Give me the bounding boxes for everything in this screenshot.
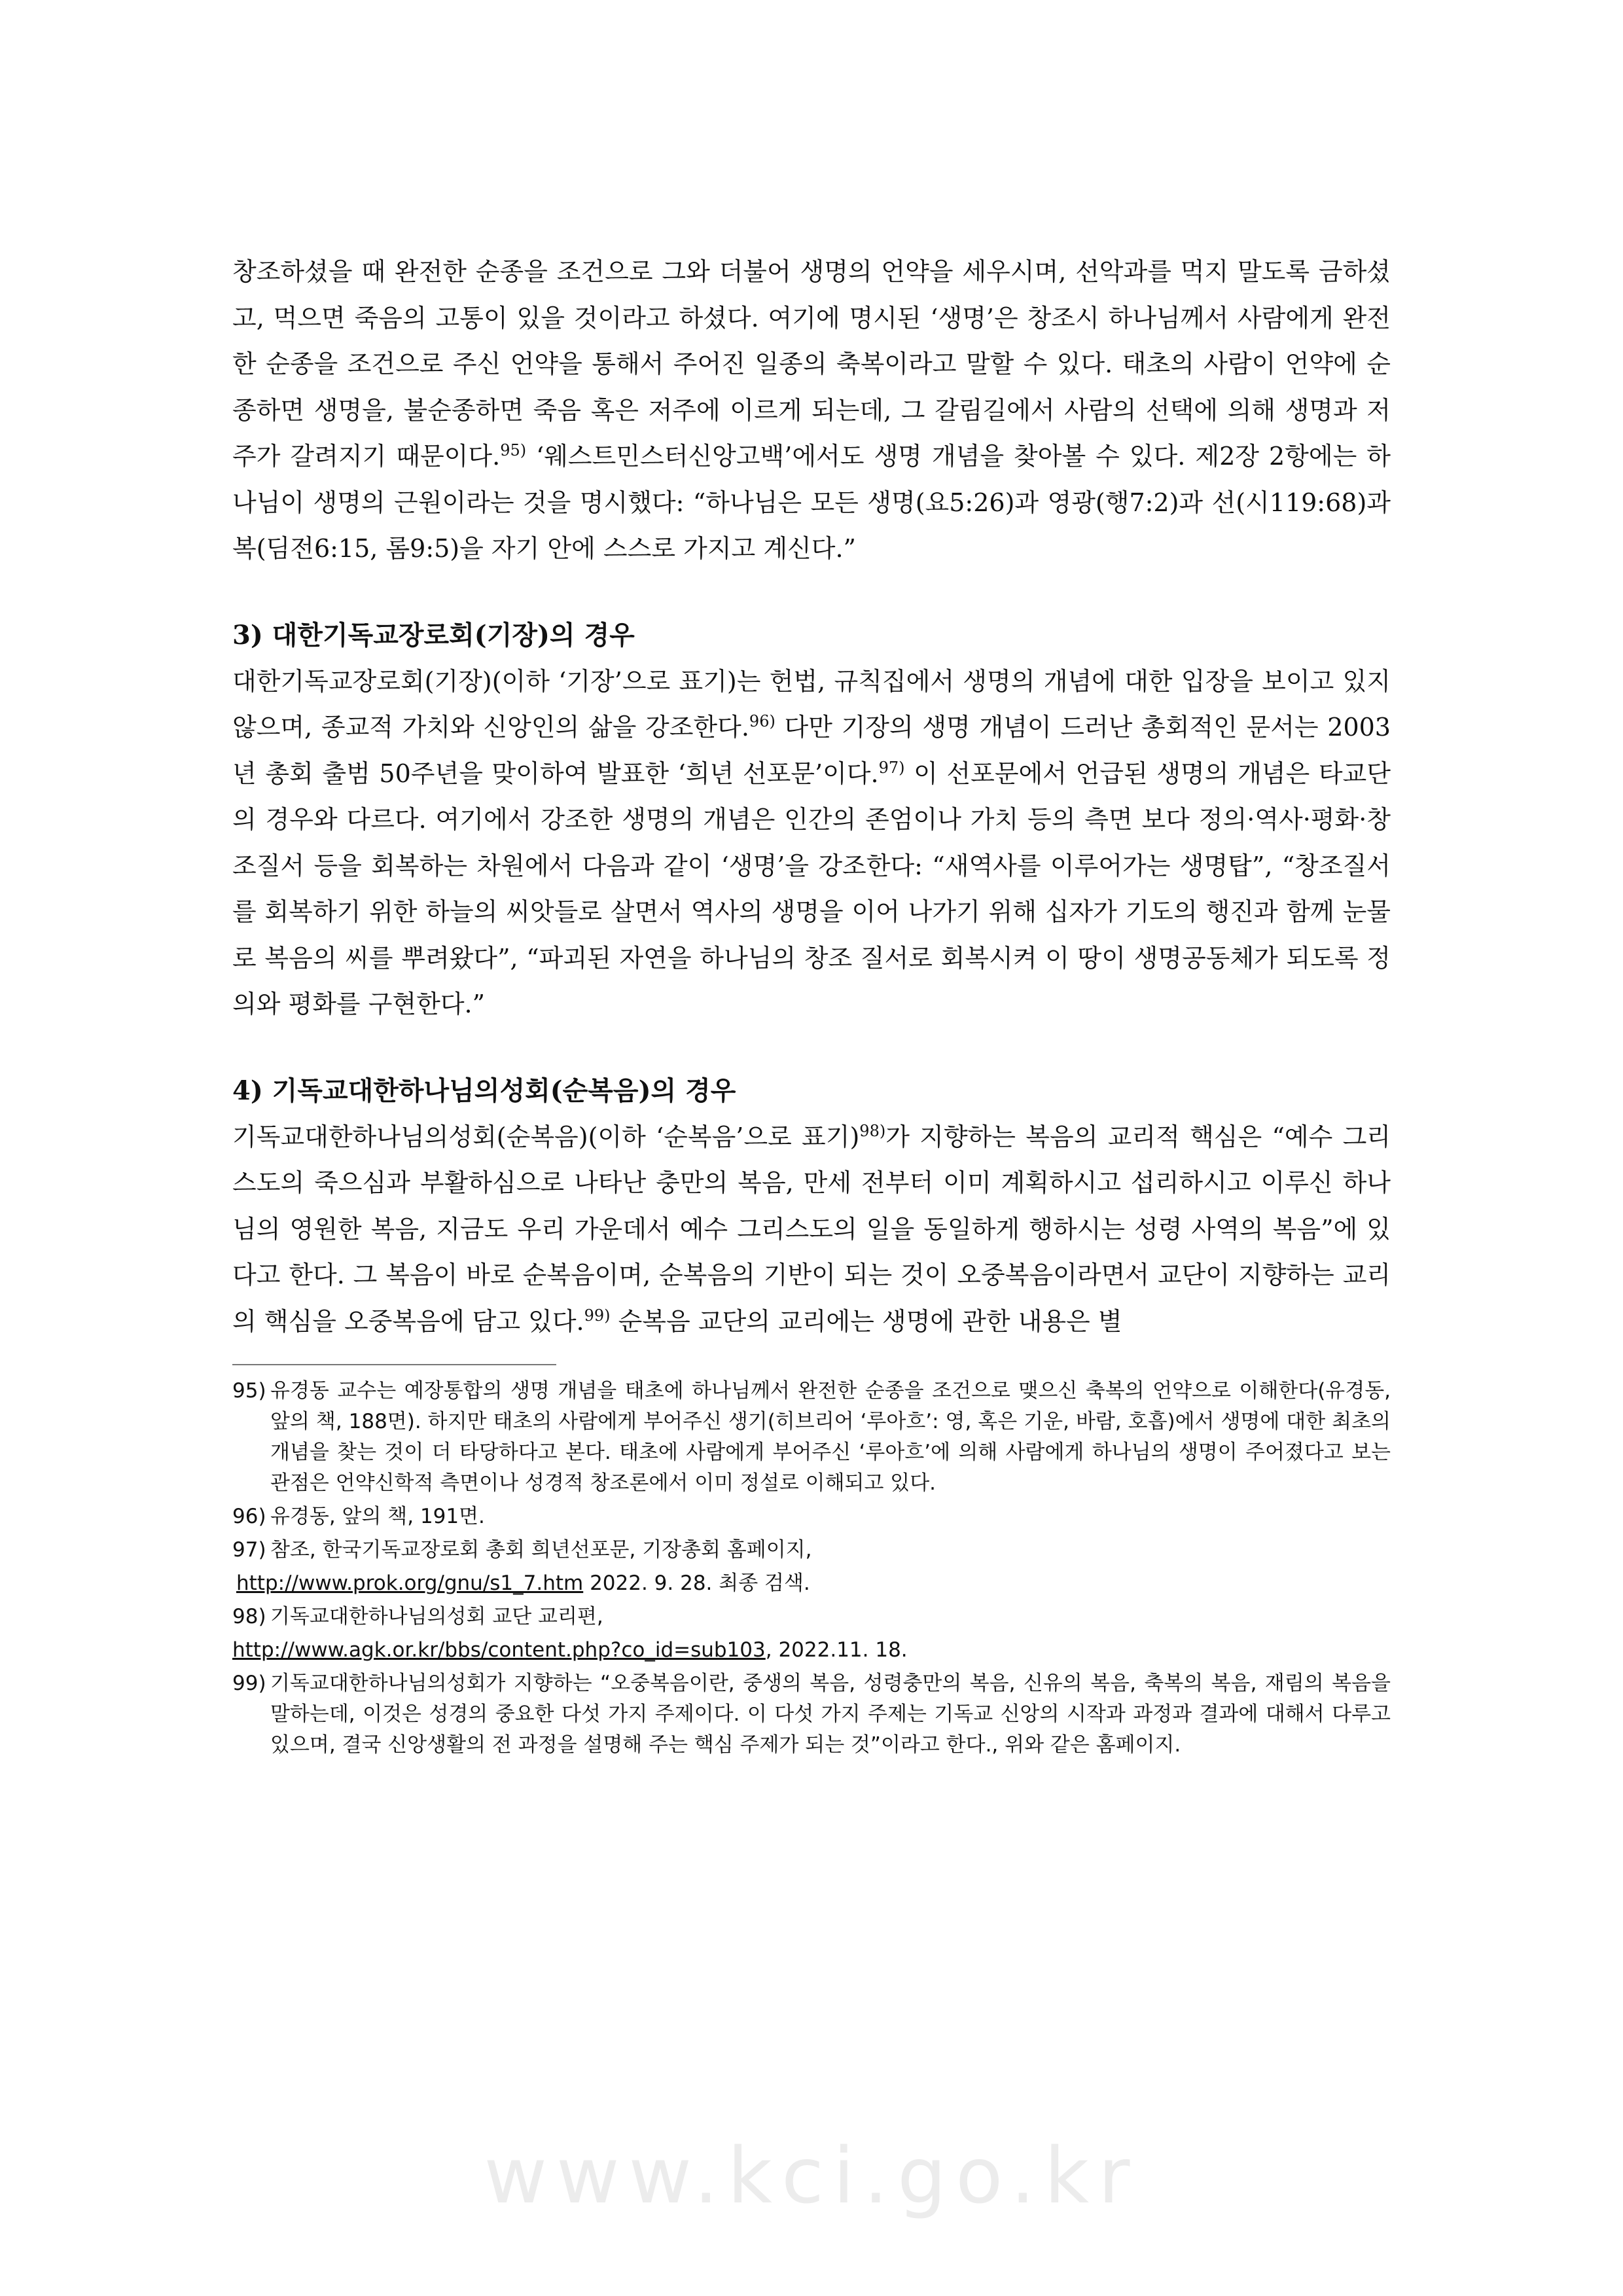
footnote-98	[232, 1602, 1391, 1632]
footnote-link[interactable]: http://www.agk.or.kr/bbs/content.php?co_id=sub103	[232, 1638, 766, 1662]
footnote-number: 97)	[232, 1538, 266, 1562]
footnote-ref-96[interactable]: 96)	[749, 712, 776, 730]
body-paragraph-1	[232, 249, 1391, 572]
paragraph-text: 창조하셨을 때 완전한 순종을 조건으로 그와 더불어 생명의 언약을 세우시며, 선악과를 먹지 말도록 금하셨고, 먹으면 죽음의 고통이 있을 것이라고 하셨다. 여기에 명시된 ‘생명’은 창조시 하나님께서 사람에게 완전한 순종을 조건으로 주신 언약을 통해서 주어진 일종의 축복이라고 말할 수 있다. 태초의 사람이 언약에 순종하면 생명을, 불순종하면 죽음 혹은 저주에 이르게 되는데, 그 갈림길에서 사람의 선택에 의해 생명과 저주가 갈려지기 때문이다.	[232, 257, 1391, 471]
footnote-text: 유경동 교수는 예장통합의 생명 개념을 태초에 하나님께서 완전한 순종을 조건으로 맺으신 축복의 언약으로 이해한다(유경동, 앞의 책, 188면). 하지만 태초의 사람에게 부어주신 생기(히브리어 ‘루아흐’: 영, 혹은 기운, 바람, 호흡)에서 생명에 대한 최초의 개념을 찾는 것이 더 타당하다고 본다. 태초에 사람에게 부어주신 ‘루아흐’에 의해 사람에게 하나님의 생명이 주어졌다고 보는 관점은 언약신학적 측면이나 성경적 창조론에서 이미 정설로 이해되고 있다.	[270, 1379, 1391, 1495]
footnote-ref-97[interactable]: 97)	[878, 758, 905, 777]
footnote-number: 95)	[232, 1379, 266, 1403]
paragraph-text: 대한기독교장로회(기장)(이하 ‘기장’으로 표기)는 헌법, 규칙집에서 생명의 개념에 대한 입장을 보이고 있지 않으며, 종교적 가치와 신앙인의 삶을 강조한다.	[232, 666, 1391, 742]
footnote-95	[232, 1376, 1391, 1499]
footnote-divider	[232, 1364, 556, 1365]
footnote-text: 기독교대한하나님의성회 교단 교리편,	[270, 1605, 603, 1628]
footnote-number: 98)	[232, 1605, 266, 1628]
paragraph-text: 기독교대한하나님의성회(순복음)(이하 ‘순복음’으로 표기)	[232, 1122, 860, 1151]
footnote-link[interactable]: http://www.prok.org/gnu/s1_7.htm	[236, 1571, 584, 1595]
footnote-96	[232, 1501, 1391, 1532]
paragraph-text: 순복음 교단의 교리에는 생명에 관한 내용은 별	[610, 1306, 1122, 1336]
footnote-99	[232, 1668, 1391, 1761]
footnote-ref-98[interactable]: 98)	[859, 1121, 886, 1140]
footnote-number: 96)	[232, 1505, 266, 1528]
paragraph-text: ‘웨스트민스터신앙고백’에서도 생명 개념을 찾아볼 수 있다. 제2장 2항에는 하나님이 생명의 근원이라는 것을 명시했다: “하나님은 모든 생명(요5:26)과 영광(행7:2)과 선(시119:68)과 복(딤전6:15, 롬9:5)을 자기 안에 스스로 가지고 계신다.”	[232, 442, 1391, 563]
footnote-97-link-line	[232, 1568, 1391, 1599]
footnote-number: 99)	[232, 1672, 266, 1695]
section-heading-4: 4) 기독교대한하나님의성회(순복음)의 경우	[232, 1075, 736, 1106]
footnote-text: , 2022.11. 18.	[765, 1638, 908, 1662]
body-paragraph-3	[232, 1114, 1391, 1345]
paragraph-text: 다만 기장의 생명 개념이 드러난 총회적인 문서는 2003년 총회 출범 50주년을 맞이하여 발표한 ‘희년 선포문’이다.	[232, 713, 1391, 788]
section-heading-3: 3) 대한기독교장로회(기장)의 경우	[232, 619, 635, 651]
footnote-98-link-line	[232, 1635, 1391, 1666]
footnote-ref-95[interactable]: 95)	[500, 441, 527, 459]
footnote-text: 유경동, 앞의 책, 191면.	[270, 1505, 485, 1528]
footnote-text: 2022. 9. 28. 최종 검색.	[583, 1571, 810, 1595]
watermark: www.kci.go.kr	[484, 2130, 1139, 2221]
page-content	[232, 249, 1391, 1763]
paragraph-text: 이 선포문에서 언급된 생명의 개념은 타교단의 경우와 다르다. 여기에서 강조한 생명의 개념은 인간의 존엄이나 가치 등의 측면 보다 정의·역사·평화·창조질서 등을 회복하는 차원에서 다음과 같이 ‘생명’을 강조한다: “새역사를 이루어가는 생명탑”, “창조질서를 회복하기 위한 하늘의 씨앗들로 살면서 역사의 생명을 이어 나가기 위해 십자가 기도의 행진과 함께 눈물로 복음의 씨를 뿌려왔다”, “파괴된 자연을 하나님의 창조 질서로 회복시켜 이 땅이 생명공동체가 되도록 정의와 평화를 구현한다.”	[232, 759, 1391, 1018]
paragraph-text: 가 지향하는 복음의 교리적 핵심은 “예수 그리스도의 죽으심과 부활하심으로 나타난 충만의 복음, 만세 전부터 이미 계획하시고 섭리하시고 이루신 하나님의 영원한 복음, 지금도 우리 가운데서 예수 그리스도의 일을 동일하게 행하시는 성령 사역의 복음”에 있다고 한다. 그 복음이 바로 순복음이며, 순복음의 기반이 되는 것이 오중복음이라면서 교단이 지향하는 교리의 핵심을 오중복음에 담고 있다.	[232, 1122, 1391, 1336]
body-paragraph-2	[232, 658, 1391, 1028]
footnote-text: 기독교대한하나님의성회가 지향하는 “오중복음이란, 중생의 복음, 성령충만의 복음, 신유의 복음, 축복의 복음, 재림의 복음을 말하는데, 이것은 성경의 중요한 다섯 가지 주제이다. 이 다섯 가지 주제는 기독교 신앙의 시작과 과정과 결과에 대해서 다루고 있으며, 결국 신앙생활의 전 과정을 설명해 주는 핵심 주제가 되는 것”이라고 한다., 위와 같은 홈페이지.	[270, 1672, 1391, 1757]
footnote-97	[232, 1535, 1391, 1566]
footnote-text: 참조, 한국기독교장로회 총회 희년선포문, 기장총회 홈페이지,	[270, 1538, 812, 1562]
footnotes	[232, 1376, 1391, 1761]
footnote-ref-99[interactable]: 99)	[584, 1306, 611, 1325]
